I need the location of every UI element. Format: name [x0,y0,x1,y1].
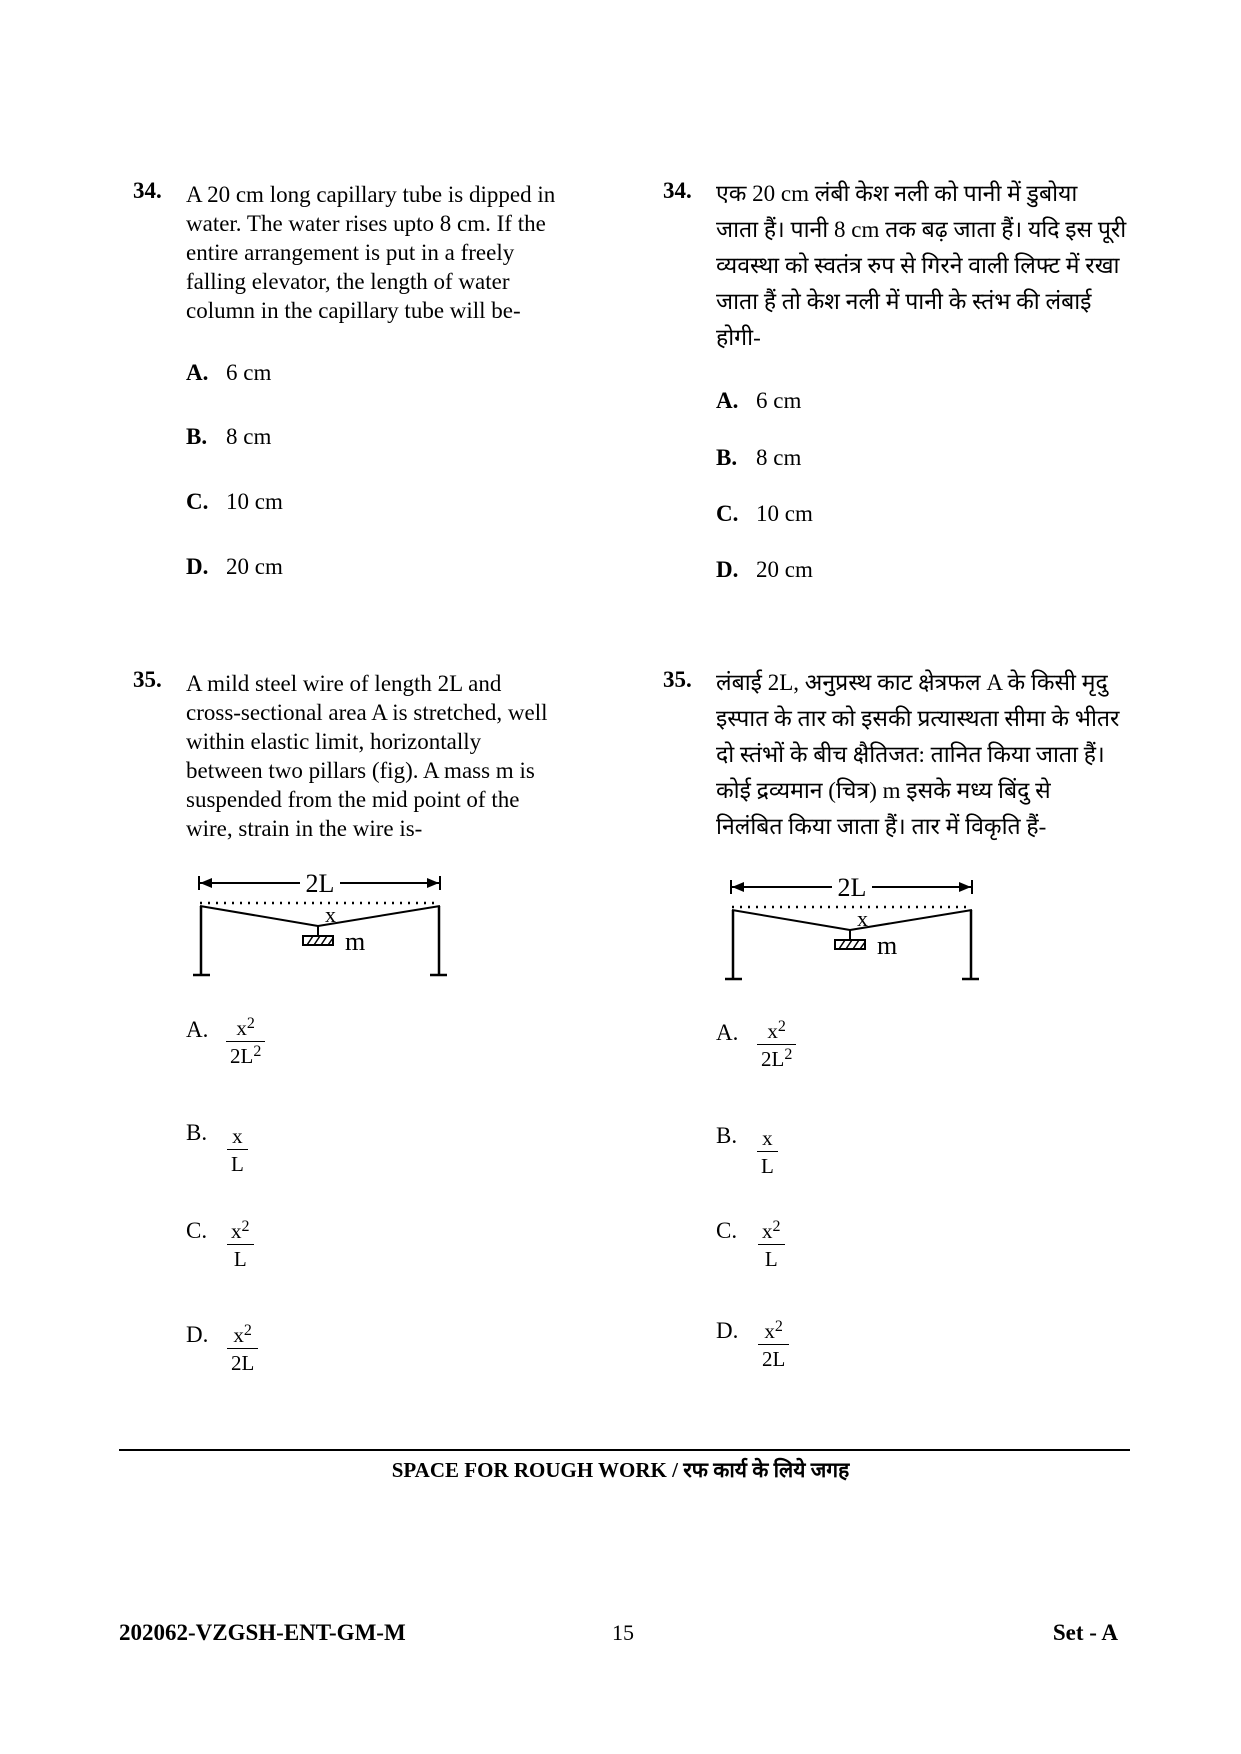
q34-hi-line: जाता हैं तो केश नली में पानी के स्तंभ की लंबाई [716,289,1092,314]
q35-hi-option-d-label: D. [716,1318,739,1343]
q34-hi-option-d: D. 20 cm [716,557,813,582]
q35-en-option-b-label: B. [186,1120,208,1145]
q35-hi-line: दो स्तंभों के बीच क्षैतिजत: तानित किया जाता हैं। [716,742,1105,767]
q34-hi-option-b: B. 8 cm [716,445,802,470]
q34-en-option-c: C. 10 cm [186,489,283,514]
q34-hi-option-c: C. 10 cm [716,501,813,526]
footer-page-number: 15 [612,1620,634,1645]
q35-en-line: cross-sectional area A is stretched, well [186,700,548,725]
q34-hi-line: एक 20 cm लंबी केश नली को पानी में डुबोया [716,181,1078,206]
q35-hi-option-d-fraction: $x^2$ 2L [758,1318,789,1373]
q34-en-number: 34. [133,178,162,203]
q35-en-line: A mild steel wire of length 2L and [186,671,502,696]
q34-en-line: column in the capillary tube will be- [186,298,521,323]
q34-en-text [186,180,555,325]
q34-en-option-d: D. 20 cm [186,554,283,579]
q35-hi-option-a-label: A. [716,1020,739,1045]
footer-set: Set - A [1052,1620,1118,1645]
q35-hi-option-b-fraction: x L [757,1125,778,1180]
q35-en-line: suspended from the mid point of the [186,787,520,812]
q34-en-line: falling elevator, the length of water [186,269,510,294]
fig-length-label: 2L [837,874,867,902]
q34-en-line: water. The water rises upto 8 cm. If the [186,211,546,236]
q35-hi-line: निलंबित किया जाता हैं। तार में विकृति हैं- [716,814,1047,839]
q35-en-option-c-fraction: $x^2$ L [227,1218,254,1273]
q35-hi-line: इस्पात के तार को इसकी प्रत्यास्थता सीमा के भीतर [716,706,1120,731]
footer-paper-code: 202062-VZGSH-ENT-GM-M [119,1620,406,1645]
fig-sag-label: x [325,902,336,927]
q35-en-number: 35. [133,667,162,692]
q34-hi-option-a: A. 6 cm [716,388,802,413]
q34-hi-number: 34. [663,178,692,203]
q34-hi-text [716,176,1126,356]
q35-en-line: between two pillars (fig). A mass m is [186,758,535,783]
q35-hi-option-c-label: C. [716,1218,738,1243]
fig-sag-label: x [857,906,868,931]
q34-hi-line: जाता हैं। पानी 8 cm तक बढ़ जाता हैं। यदि इस पूरी [716,217,1127,242]
q35-hi-line: लंबाई 2L, अनुप्रस्थ काट क्षेत्रफल A के किसी मृदु [716,670,1108,695]
q35-hi-option-a-fraction: $x^2$ $2L^2$ [757,1018,796,1073]
q35-en-option-a-label: A. [186,1017,209,1042]
wire-figure-en [190,870,450,980]
q35-hi-line: कोई द्रव्यमान (चित्र) m इसके मध्य बिंदु से [716,778,1051,803]
q35-en-line: within elastic limit, horizontally [186,729,482,754]
fig-mass-label: m [345,927,366,956]
fig-mass-label: m [877,931,898,960]
q34-hi-line: होगी- [716,325,761,350]
q35-hi-option-c-fraction: $x^2$ L [758,1218,785,1273]
q35-en-option-b-fraction: x L [227,1123,248,1178]
q34-en-option-a: A. 6 cm [186,360,272,385]
q35-en-option-d-fraction: $x^2$ 2L [227,1322,258,1377]
q35-en-option-c-label: C. [186,1218,208,1243]
q35-hi-option-b-label: B. [716,1123,738,1148]
q34-hi-line: व्यवस्था को स्वतंत्र रुप से गिरने वाली लिफ्ट में रखा [716,253,1120,278]
q35-hi-number: 35. [663,667,692,692]
q35-en-text [186,669,548,843]
q35-en-option-a-fraction: $x^2$ $2L^2$ [226,1015,265,1070]
q35-en-line: wire, strain in the wire is- [186,816,423,841]
q34-en-line: entire arrangement is put in a freely [186,240,515,265]
q35-en-option-d-label: D. [186,1322,209,1347]
rough-work-heading: SPACE FOR ROUGH WORK / रफ कार्य के लिये जगह [391,1458,850,1482]
wire-figure-hi [722,874,982,984]
fig-length-label: 2L [305,870,335,898]
rough-work-divider [119,1449,1130,1451]
q34-en-option-b: B. 8 cm [186,424,272,449]
q34-en-line: A 20 cm long capillary tube is dipped in [186,182,556,207]
q35-hi-text [716,665,1119,845]
